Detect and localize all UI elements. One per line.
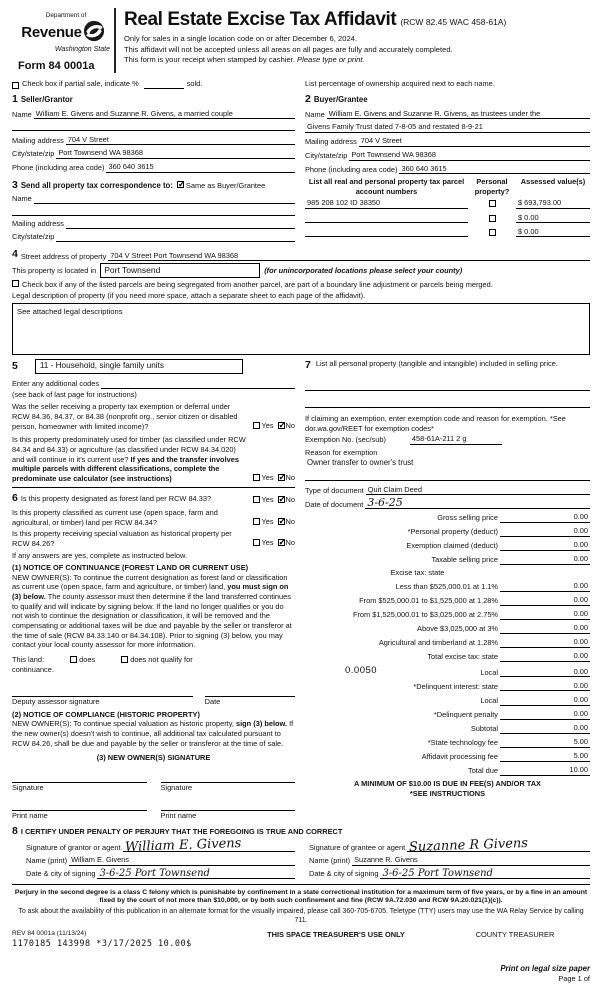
certify-statement: I CERTIFY UNDER PENALTY OF PERJURY THAT THE FOREGOING IS TRUE AND CORRECT [20,827,343,837]
assessed-value[interactable]: $ 0.00 [516,227,590,238]
local-label: Local [480,667,498,677]
section2-heading: 2 Buyer/Grantee [305,92,368,105]
money-value[interactable]: 0.00 [552,581,590,592]
does-not-checkbox[interactable] [121,656,128,663]
street-address-label: Street address of property [20,251,107,261]
money-label: Above $3,025,000 at 3% [417,624,498,634]
personal-property-input[interactable] [305,399,590,408]
seller-city-label: City/state/zip [12,149,55,159]
seller-name-line2[interactable] [12,122,295,131]
money-label: From $1,525,000.01 to $3,025,000 at 2.75% [352,610,498,620]
q-no-checkbox[interactable] [278,539,285,546]
corr-mailing-input[interactable] [66,220,295,229]
seller-mailing-input[interactable]: 704 V Street [66,135,295,146]
grantee-print-name-input[interactable]: Suzanne R. Givens [352,855,590,866]
personal-property-col-header: Personal property? [474,177,510,196]
money-label: Less than $525,000.01 at 1.1% [395,582,498,592]
money-value[interactable]: 0.00 [552,695,590,706]
new-owner-signature-input[interactable] [161,773,296,783]
same-as-buyer-label: Same as Buyer/Grantee [185,180,266,190]
revenue-wordmark: Revenue [21,23,82,41]
money-value[interactable]: 0.00 [552,651,590,662]
corr-name-line2[interactable] [12,207,295,216]
treasurer-stamp: 1170185 143998 *3/17/2025 10.00$ [12,939,192,950]
money-label: *Delinquent interest: state [413,681,498,691]
current-use-question: Is this property classified as current use (open space, farm and agricultural, or timber) land per RCW 84.34? [12,508,218,527]
q-no-checkbox[interactable] [278,422,285,429]
parcel-row [305,213,590,224]
segregated-label: Check box if any of the listed parcels are being segregated from another parcel, are part of a boundary line adjustment or parcels being merged. [22,280,493,290]
money-value[interactable]: 0.00 [552,667,590,678]
money-value[interactable]: 0.00 [552,540,590,551]
seller-phone-input[interactable]: 360 640 3615 [106,162,295,173]
money-value[interactable]: 0.00 [552,526,590,537]
q-yes-checkbox[interactable] [253,422,260,429]
assessed-value[interactable]: $ 693,793.00 [516,198,590,209]
exemption-note: If claiming an exemption, enter exemption code and reason for exemption. *See dor.wa.gov/REET for exemption codes* [305,414,566,433]
additional-codes-note: (see back of last page for instructions) [12,389,137,399]
located-in-label: This property is located in [12,265,97,275]
money-label: *Delinquent penalty [433,709,498,719]
exemption-deferral-question: Was the seller receiving a property tax exemption or deferral under RCW 84.36, 84.37, or 84.38 (nonprofit org., senior citizen or disabled person, homeowner with limited income)? [12,402,238,431]
notice1-body: NEW OWNER(S): To continue the current designation as forest land or classification as current use (open space, farm and agriculture, or timber) land, you must sign on (3) below. The county assessor must then determine if the land transferred continues to qualify and will indicate by signing below. If the land no longer qualifies or you do not wish to continue the designation or classification, it will be removed and the compensating or additional taxes will be due and payable by the seller or transferor at the time of sale (RCW 84.33.140 or 84.34.108). Prior to signing (3) below, you may contact your local county assessor for more information. [12,572,292,650]
county-note: (for unincorporated locations please select your county) [264,265,463,275]
money-label: Affidavit processing fee [421,751,498,761]
land-use-code-select[interactable]: 11 - Household, single family units [35,359,243,375]
signature-label: Signature [12,782,44,792]
section-divider [12,487,295,488]
print-legal-size-note: Print on legal size paper [500,964,590,974]
personal-property-checkbox[interactable] [489,215,496,222]
form-number: Form 84 0001a [18,60,95,73]
personal-property-input[interactable] [305,382,590,391]
assessed-value[interactable]: $ 0.00 [516,213,590,224]
grantee-date-city-input[interactable]: 3-6-25 Port Townsend [380,869,590,879]
accessibility-statement: To ask about the availability of this publication in an alternate format for the visually impaired, please call 360-705-6705. Teletype (TTY) users may use the WA Relay Service by calling 711. [18,907,584,924]
buyer-mailing-label: Mailing address [305,137,357,147]
dept-of-label: Department of [45,12,87,19]
minimum-due-note: A MINIMUM OF $10.00 IS DUE IN FEE(S) AND/OR TAX [354,778,541,788]
personal-property-checkbox[interactable] [489,229,496,236]
date-of-document-input[interactable]: 3-6-25 [365,498,590,509]
grantor-signature-input[interactable]: William E. Givens [123,841,296,853]
print-name-label: Print name [160,811,197,821]
page-number: Page 1 of [558,974,590,984]
parcel-number-input[interactable] [305,214,468,223]
print-name-label: Print name [12,811,48,821]
seller-mailing-label: Mailing address [12,135,64,145]
q-yes-checkbox[interactable] [253,474,260,481]
grantee-signature-label: Signature of grantee or agent [309,842,406,852]
reet-affidavit-form: Department of Revenue Washington State Form 84 0001a Real Estate Excise Tax Affidavit (RCW 82.45 WAC 458-61A) Only for sales in a single location code on or after December 6, 2024. This affidavit will not be accepted unless all areas on all pages are fully and accurately completed. This form is your receipt when stamped by cashier. Please type or print. Check box if partial sale, indicate % sold. List percentage of ownership acquired next to each name. 1 Seller/Grantor Name William E. Givens and Suzanne R. Givens, a married couple Mailing address 704 V Street City/state/zip Port Townsend WA 98368 Phone (including area code) 360 640 3615 3 Send all property tax correspondence to: ✓ Same as Buyer/Grantee Name Mailing address City/state/zip 2 Buyer/Grantee Name William E. Givens and Suzanne R. Givens, as trustees under the Givens Family Trust dated 7-8-05 and restated 8-9-21 Mailing address 704 V Street City/state/zip Port Townsend WA 98368 Phone (including area code) 360 640 3615 List all real and personal property tax parcel account numbers Personal property? Assessed value(s) 985 208 102 ID 38350 $ 693,793.00 $ 0.00 $ 0.00 4 Street address of property 704 V Street Port Townsend WA 98368 This property is located in Port Townsend (for unincorporated locations please select your county) Check box if any of the listed parcels are being segregated from another parcel, are part of a boundary line adjustment or parcels being merged. Legal description of property (if you need more space, attach a separate sheet to each page of the affidavit). See attached legal descriptions 5 11 - Household, single family units Enter any additional codes (see back of last page for instructions) Was the seller receiving a property tax exemption or deferral under RCW 84.36, 84.37, or 84.38 (nonprofit org., senior citizen or disabled person, homeowner with limited income)? Yes ✓ No Is this property predominately used for timber (as classified under RCW 84.34 and 84.33) or agriculture (as classified under RCW 84.34.020) and will continue in it's current use? If yes and the transfer involves multiple parcels with different classifications, complete the predominate use calculator (see instructions) Yes ✓ No 6 Is this property designated as forest land per RCW 84.33? Yes ✓ No Is this property classified as current use (open space, farm and agricultural, or timber) land per RCW 84.34? Yes ✓ No Is this property receiving special valuation as historical property per RCW 84.26? Yes ✓ No If any answers are yes, complete as instructed below. (1) NOTICE OF CONTINUANCE (FOREST LAND OR CURRENT USE) NEW OWNER(S): To continue the current designation as forest land or classification as current use (open space, farm and agriculture, or timber) land, you must sign on (3) below. The county assessor must then determine if the land transferred continues to qualify and will indicate by signing below. If the land no longer qualifies or you do not wish to continue the designation or classification, it will be removed and the compensating or additional taxes will be due and payable by the seller or transferor at the time of sale (RCW 84.33.140 or 84.34.108). Prior to signing (3) below, you may contact your local county assessor for more information. This land: does does not qualify for continuance. Deputy assessor signature Date (2) NOTICE OF COMPLIANCE (HISTORIC PROPERTY) NEW OWNER(S): To continue special valuation as historic property, sign (3) below. If the new owner(s) doesn't wish to continue, all additional tax calculated pursuant to RCW 84.26, shall be due and payable by the seller or transferor at the time of sale. (3) NEW OWNER(S) SIGNATURE Signature Signature Print name Print name 7 List all personal property (tangible and intangible) included in selling price. If claiming an exemption, enter exemption code and reason for exemption. *See dor.wa.gov/REET for exemption codes* Exemption No. (sec/sub) 458-61A-211 2 g Reason for exemption Owner transfer to owner's trust Type of document Quit Claim Deed Date of document 3-6-25 Gross selling price 0.00 *Personal property (deduct) 0.00 Exemption claimed (deduct) 0.00 Taxable selling price 0.00 Excise tax: state Less than $525,000.01 at 1.1% 0.00 From $525,000.01 to $1,525,000 at 1.28% 0.00 From $1,525,000.01 to $3,025,000 at 2.75% 0.00 Above $3,025,000 at 3% 0.00 Agricultural and timberland at 1.28% 0.00 Total excise tax: state 0.00 0.0050 Local 0.00 *Delinquent interest: state 0.00 Local 0.00 *Delinquent penalty 0.00 Subtotal 0.00 *State technology fee 5.00 Affidavit processing fee 5.00 Total due 10.00 A MINIMUM OF $10.00 IS DUE IN FEE(S) AND/OR TAX *SEE INSTRUCTIONS 8 I CERTIFY UNDER PENALTY OF PERJURY THAT THE FOREGOING IS TRUE AND CORRECT Signature of grantor or agent William E. Givens Name (print) William E. Givens Date & city of signing 3-6-25 Port Townsend Signature of grantee or agent Suzanne R Givens Name (print) Suzanne R. Givens Date & city of signing 3-6-25 Port Townsend Perjury in the second degree is a class C felony which is punishable by confinement in a state correctional institution for a maximum term of five years, or by a fine in an amount fixed by the court of not more than $10,000, or by both such confinement and fine (RCW 9A.72.030 and RCW 9A.20.021(1)(c)). To ask about the availability of this publication in an alternate format for the visually impaired, please call 360-705-6705. Teletype (TTY) users may use the WA Relay Service by calling 711. REV 84 0001a (11/13/24) 1170185 143998 *3/17/2025 10.00$ THIS SPACE TREASURER'S USE ONLY COUNTY TREASURER Print on legal size paper Page 1 of [0,0,600,993]
if-yes-note: If any answers are yes, complete as instructed below. [12,550,187,560]
header-note-3: This form is your receipt when stamped by cashier. Please type or print. [124,55,365,65]
deputy-assessor-label: Deputy assessor signature [12,697,100,707]
timber-agriculture-question: Is this property predominately used for timber (as classified under RCW 84.34 and 84.33) or agriculture (as classified under RCW 84.34.020) and will continue in it's current use? If yes and the transfer involves multiple parcels with different classifications, complete the predominate use calculator (see instructions) [12,435,246,483]
q-yes-checkbox[interactable] [253,539,260,546]
money-label: Gross selling price [437,513,498,523]
seller-name-label: Name [12,109,32,119]
new-owner-print-name-input[interactable] [12,801,147,811]
grantee-date-city-label: Date & city of signing [309,869,379,879]
deputy-date-input[interactable] [205,687,295,697]
money-value[interactable]: 0.00 [552,681,590,692]
notice1-title: (1) NOTICE OF CONTINUANCE (FOREST LAND OR CURRENT USE) [12,563,249,573]
street-address-input[interactable]: 704 V Street Port Townsend WA 98368 [108,251,590,262]
parcel-table [305,177,590,237]
buyer-name-label: Name [305,109,325,119]
grantor-print-name-label: Name (print) [26,856,68,866]
does-not-option: does not qualify for [121,655,193,665]
parcel-number-input[interactable]: 985 208 102 ID 38350 [305,198,468,209]
see-instructions-note: *SEE INSTRUCTIONS [409,788,486,798]
legal-description-label: Legal description of property (if you need more space, attach a separate sheet to each page of the affidavit). [12,290,366,300]
seller-city-input[interactable]: Port Townsend WA 98368 [56,148,295,159]
personal-property-checkbox[interactable] [489,200,496,207]
rcw-reference: (RCW 82.45 WAC 458-61A) [400,17,507,27]
q-no-checkbox[interactable] [278,496,285,503]
money-value[interactable]: 0.00 [552,554,590,565]
money-value[interactable]: 0.00 [552,637,590,648]
exemption-no-input[interactable]: 458-61A-211 2 g [410,434,502,445]
washington-state-label: Washington State [54,45,110,53]
partial-sale-label: Check box if partial sale, indicate % [22,79,139,89]
form-header [12,8,590,73]
does-checkbox[interactable] [70,656,77,663]
this-land-label: This land: [12,654,45,664]
dor-swirl-icon [83,20,105,45]
deputy-assessor-signature-input[interactable] [12,687,193,697]
ownership-percentage-note: List percentage of ownership acquired next to each name. [305,79,495,89]
money-label: Agricultural and timberland at 1.28% [378,638,498,648]
money-value[interactable]: 5.00 [552,737,590,748]
dor-logo-block [12,8,114,73]
corr-city-input[interactable] [56,233,295,242]
perjury-statement: Perjury in the second degree is a class C felony which is punishable by confinement in a state correctional institution for a maximum term of five years, or by a fine in an amount fixed by the court of not more than $10,000, or by both such confinement and fine (RCW 9A.72.030 and RCW 9A.20.021(1)(c)). [14,889,588,905]
buyer-city-input[interactable]: Port Townsend WA 98368 [349,150,590,161]
parcel-number-input[interactable] [305,228,468,237]
money-value[interactable]: 5.00 [552,751,590,762]
segregated-checkbox[interactable] [12,280,19,287]
buyer-phone-label: Phone (including area code) [305,164,398,174]
date-label: Date [204,697,221,707]
grantee-signature-input[interactable]: Suzanne R Givens [407,841,590,853]
corr-name-label: Name [12,194,32,204]
money-value[interactable]: 0.00 [552,512,590,523]
grantor-signature-label: Signature of grantor or agent [26,842,121,852]
parcel-row [305,227,590,238]
type-of-document-input[interactable]: Quit Claim Deed [366,485,590,496]
new-owner-signature-title: (3) NEW OWNER(S) SIGNATURE [96,753,211,763]
forest-land-question: 6 Is this property designated as forest land per RCW 84.33? [12,492,212,505]
q-no-checkbox[interactable] [278,518,285,525]
parcel-col-header: List all real and personal property tax parcel account numbers [308,177,465,196]
buyer-phone-input[interactable]: 360 640 3615 [399,164,590,175]
grantor-date-city-label: Date & city of signing [26,869,96,879]
money-label: Total due [468,765,498,775]
historic-property-question: Is this property receiving special valuation as historical property per RCW 84.26? [12,529,232,548]
legal-description-input[interactable]: See attached legal descriptions [12,303,590,355]
money-label: Subtotal [470,723,498,733]
money-label: Local [480,695,498,705]
does-option: does [70,655,95,665]
buyer-mailing-input[interactable]: 704 V Street [359,136,590,147]
treasurer-space-label: THIS SPACE TREASURER'S USE ONLY [267,930,405,940]
sold-label: sold. [186,79,203,89]
reason-for-exemption-input[interactable]: Owner transfer to owner's trust [307,457,414,467]
money-label: Taxable selling price [431,555,498,565]
corr-name-input[interactable] [34,195,295,204]
section4: 4 Street address of property 704 V Street Port Townsend WA 98368 This property is located in Port Townsend (for unincorporated locations please select your county) Check box if any of the listed parcels are being segregated from another parcel, are part of a boundary line adjustment or parcels being merged. Legal description of property (if you need more space, attach a separate sheet to each page of the affidavit). See attached legal descriptions [12,248,590,355]
header-note-2: This affidavit will not be accepted unless all areas on all pages are fully and accurately completed. [124,44,453,54]
exemption-no-label: Exemption No. (sec/sub) [305,435,386,445]
money-value[interactable]: 0.00 [552,595,590,606]
form-title: Real Estate Excise Tax Affidavit [124,9,397,30]
money-label: From $525,000.01 to $1,525,000 at 1.28% [359,596,498,606]
grantor-date-city-input[interactable]: 3-6-25 Port Townsend [97,869,295,879]
corr-mailing-label: Mailing address [12,219,64,229]
money-value[interactable]: 0.00 [552,623,590,634]
new-owner-signature-input[interactable] [12,773,147,783]
county-treasurer-label: COUNTY TREASURER [475,930,555,940]
local-rate-value[interactable]: 0.0050 [345,665,378,677]
personal-property-intro: List all personal property (tangible and intangible) included in selling price. [315,358,558,368]
new-owner-print-name-input[interactable] [161,801,296,811]
excise-tax-heading: Excise tax: state [390,568,445,578]
date-of-document-label: Date of document [305,499,364,509]
parcel-row [305,198,590,209]
assessed-value-col-header: Assessed value(s) [520,177,586,187]
notice2-title: (2) NOTICE OF COMPLIANCE (HISTORIC PROPERTY) [12,709,200,719]
buyer-name-input[interactable]: William E. Givens and Suzanne R. Givens, as trustees under the [327,109,590,120]
q-no-checkbox[interactable] [278,474,285,481]
grantee-print-name-label: Name (print) [309,856,351,866]
money-value[interactable]: 0.00 [552,709,590,720]
buyer-name-line2[interactable]: Givens Family Trust dated 7-8-05 and restated 8-9-21 [305,122,590,133]
q-yes-checkbox[interactable] [253,518,260,525]
partial-sale-percent-input[interactable] [144,80,184,89]
money-label: *State technology fee [427,737,498,747]
money-label: *Personal property (deduct) [407,527,498,537]
money-value[interactable]: 10.00 [552,765,590,776]
q-yes-checkbox[interactable] [253,496,260,503]
location-select[interactable]: Port Townsend [100,263,260,278]
notice2-body: NEW OWNER(S): To continue special valuation as historic property, sign (3) below. If the new owner(s) doesn't wish to continue, all additional tax calculated pursuant to RCW 84.26, shall be due and payable by the seller or transferor at the time of sale. [12,719,294,748]
seller-name-input[interactable]: William E. Givens and Suzanne R. Givens, a married couple [34,109,295,120]
section5-number: 5 [12,359,18,372]
continuance-label: continuance. [12,665,54,675]
section1-heading: 1 Seller/Grantor [12,92,73,105]
buyer-city-label: City/state/zip [305,150,348,160]
reason-for-exemption-label: Reason for exemption [305,448,378,458]
money-label: Exemption claimed (deduct) [406,541,498,551]
type-of-document-label: Type of document [305,485,364,495]
seller-phone-label: Phone (including area code) [12,162,105,172]
header-note-1: Only for sales in a single location code on or after December 6, 2024. [124,33,358,43]
same-as-buyer-checkbox[interactable] [177,181,184,188]
section3-heading: 3 Send all property tax correspondence to: ✓ Same as Buyer/Grantee [12,179,295,193]
partial-sale-checkbox[interactable] [12,82,19,89]
section8: 8 I CERTIFY UNDER PENALTY OF PERJURY THAT THE FOREGOING IS TRUE AND CORRECT Signature of grantor or agent William E. Givens Name (print) William E. Givens Date & city of signing 3-6-25 Port Townsend Signature of grantee or agent Suzanne R Givens Name (print) Suzanne R. Givens Date & city of signing 3-6-25 Port Townsend [12,825,590,882]
grantor-print-name-input[interactable]: William E. Givens [69,855,295,866]
signature-label: Signature [160,782,193,792]
money-label: Total excise tax: state [427,652,498,662]
rev-form-id: REV 84 0001a (11/13/24) [12,930,87,938]
money-value[interactable]: 0.00 [552,723,590,734]
money-value[interactable]: 0.00 [552,609,590,620]
section7-number: 7 [305,358,311,371]
additional-codes-input[interactable] [101,380,295,389]
corr-city-label: City/state/zip [12,232,55,241]
additional-codes-label: Enter any additional codes [12,379,100,389]
